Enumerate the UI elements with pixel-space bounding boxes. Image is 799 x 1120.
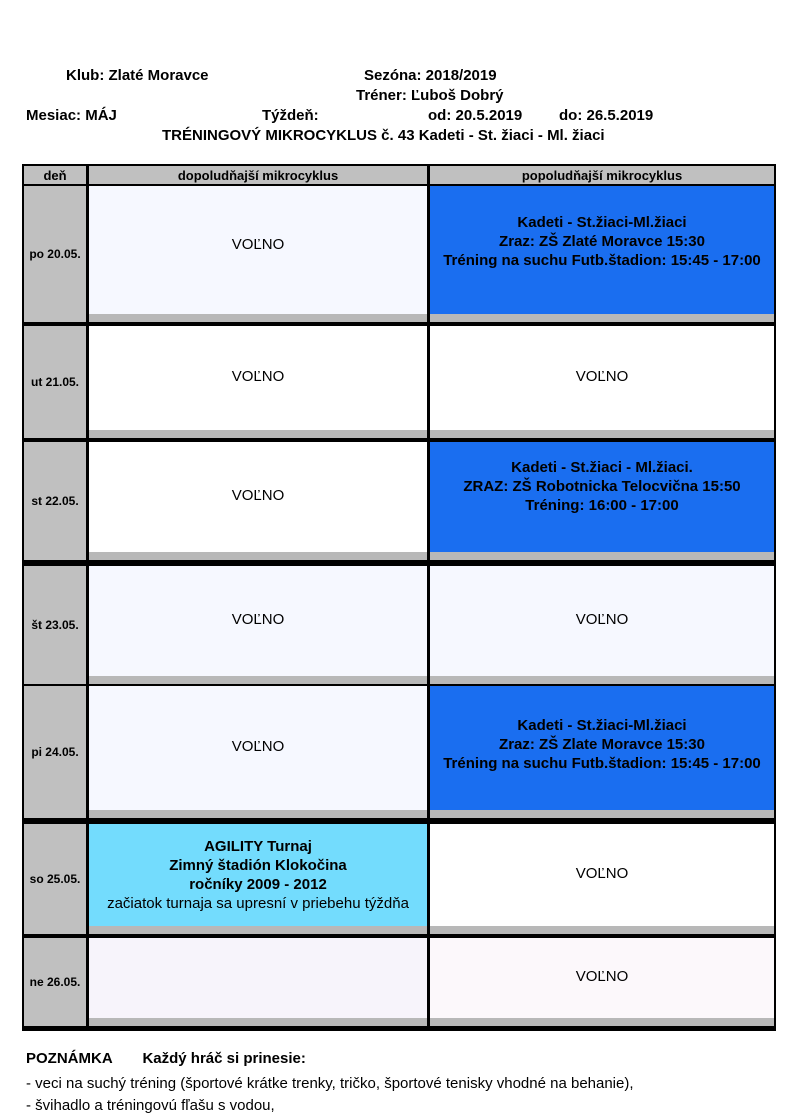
day-cell: st 22.05. bbox=[24, 442, 86, 560]
trainer-label: Tréner: Ľuboš Dobrý bbox=[356, 87, 504, 104]
note-line-1: - veci na suchý tréning (športové krátke trenky, tričko, športové tenisky vhodné na behanie), bbox=[26, 1075, 634, 1092]
free-label: VOĽNO bbox=[231, 235, 285, 253]
activity-line: AGILITY Turnaj bbox=[204, 838, 312, 855]
day-cell: pi 24.05. bbox=[24, 686, 86, 818]
pm-content bbox=[463, 458, 740, 515]
row-separator-strip bbox=[430, 314, 774, 322]
note-header bbox=[26, 1050, 306, 1067]
am-content bbox=[107, 837, 409, 913]
activity-line: ZRAZ: ZŠ Robotnicka Telocvična 15:50 bbox=[463, 477, 741, 495]
am-cell bbox=[89, 824, 427, 926]
activity-line: začiatok turnaja sa upresní v priebehu týždňa bbox=[107, 895, 409, 912]
document-title: TRÉNINGOVÝ MIKROCYKLUS č. 43 Kadeti - St. žiaci - Ml. žiaci bbox=[162, 127, 605, 144]
row-separator-strip bbox=[430, 926, 774, 934]
row-separator-strip bbox=[89, 1018, 427, 1026]
pm-content bbox=[443, 716, 761, 773]
pm-content bbox=[443, 213, 761, 270]
free-label: VOĽNO bbox=[575, 367, 629, 385]
pm-content bbox=[576, 967, 629, 986]
pm-cell bbox=[430, 938, 774, 1018]
am-content bbox=[232, 235, 285, 254]
free-label: VOĽNO bbox=[231, 486, 285, 504]
am-cell bbox=[89, 326, 427, 430]
row-separator-strip bbox=[430, 552, 774, 560]
activity-line: Kadeti - St.žiaci-Ml.žiaci bbox=[517, 716, 687, 734]
day-cell: po 20.05. bbox=[24, 186, 86, 322]
pm-cell bbox=[430, 686, 774, 810]
season-label: Sezóna: 2018/2019 bbox=[364, 67, 497, 84]
free-label: VOĽNO bbox=[575, 967, 629, 985]
am-content bbox=[232, 610, 285, 629]
pm-content bbox=[576, 610, 629, 629]
header-am: dopoludňajší mikrocyklus bbox=[89, 166, 427, 184]
am-cell bbox=[89, 938, 427, 1018]
activity-line: Zraz: ZŠ Zlaté Moravce 15:30 bbox=[499, 232, 705, 250]
pm-content bbox=[576, 864, 629, 883]
activity-line: Tréning na suchu Futb.štadion: 15:45 - 17:00 bbox=[443, 251, 761, 269]
row-separator-strip bbox=[430, 430, 774, 438]
pm-content bbox=[576, 367, 629, 386]
schedule-table bbox=[22, 164, 776, 1031]
club-label: Klub: Zlaté Moravce bbox=[66, 67, 209, 84]
pm-cell bbox=[430, 824, 774, 926]
activity-line: Kadeti - St.žiaci-Ml.žiaci bbox=[517, 213, 687, 231]
row-separator-strip bbox=[89, 430, 427, 438]
date-from: od: 20.5.2019 bbox=[428, 107, 523, 124]
header-pm: popoludňajší mikrocyklus bbox=[430, 166, 774, 184]
am-cell bbox=[89, 686, 427, 810]
row-separator-strip bbox=[430, 676, 774, 684]
date-to: do: 26.5.2019 bbox=[559, 107, 654, 124]
week-label: Týždeň: bbox=[262, 107, 319, 124]
row-separator-strip bbox=[89, 314, 427, 322]
pm-cell bbox=[430, 442, 774, 552]
am-content bbox=[232, 367, 285, 386]
row-separator-strip bbox=[89, 810, 427, 818]
note-label: POZNÁMKA bbox=[26, 1050, 113, 1067]
free-label: VOĽNO bbox=[575, 864, 629, 882]
free-label: VOĽNO bbox=[231, 367, 285, 385]
activity-line: Zraz: ZŠ Zlate Moravce 15:30 bbox=[499, 735, 705, 753]
am-cell bbox=[89, 442, 427, 552]
day-cell: so 25.05. bbox=[24, 824, 86, 934]
activity-line: Kadeti - St.žiaci - Ml.žiaci. bbox=[511, 458, 693, 476]
free-label: VOĽNO bbox=[231, 610, 285, 628]
row-separator-strip bbox=[430, 810, 774, 818]
free-label: VOĽNO bbox=[575, 610, 629, 628]
note-line-2: - švihadlo a tréningovú fľašu s vodou, bbox=[26, 1097, 275, 1114]
header-day: deň bbox=[24, 166, 86, 184]
am-content bbox=[232, 737, 285, 756]
month-label: Mesiac: MÁJ bbox=[26, 107, 117, 124]
free-label: VOĽNO bbox=[231, 737, 285, 755]
row-separator-strip bbox=[430, 1018, 774, 1026]
activity-line: ročníky 2009 - 2012 bbox=[189, 876, 327, 893]
row-separator-strip bbox=[89, 926, 427, 934]
am-cell bbox=[89, 566, 427, 676]
activity-line: Tréning na suchu Futb.štadion: 15:45 - 17:00 bbox=[443, 754, 761, 772]
am-cell bbox=[89, 186, 427, 314]
activity-line: Tréning: 16:00 - 17:00 bbox=[525, 496, 679, 514]
day-cell: ne 26.05. bbox=[24, 938, 86, 1026]
day-cell: št 23.05. bbox=[24, 566, 86, 684]
note-title: Každý hráč si prinesie: bbox=[142, 1050, 306, 1067]
row-separator-strip bbox=[89, 676, 427, 684]
am-content bbox=[232, 486, 285, 505]
pm-cell bbox=[430, 186, 774, 314]
row-separator-strip bbox=[89, 552, 427, 560]
pm-cell bbox=[430, 326, 774, 430]
day-cell: ut 21.05. bbox=[24, 326, 86, 438]
activity-line: Zimný štadión Klokočina bbox=[169, 857, 347, 874]
pm-cell bbox=[430, 566, 774, 676]
